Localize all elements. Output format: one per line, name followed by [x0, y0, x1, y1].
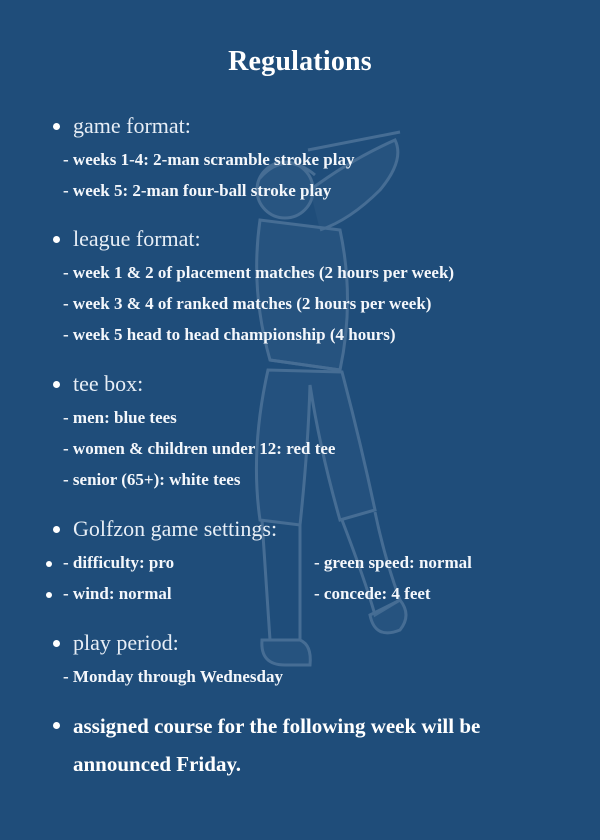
golfzon-setting-item: - difficulty: pro	[63, 553, 175, 572]
golfer-watermark-icon	[190, 120, 450, 710]
page-title: Regulations	[228, 46, 372, 77]
announcement-text: assigned course for the following week will be announced Friday.	[73, 714, 481, 776]
play-period-item: - Monday through Wednesday	[63, 667, 283, 686]
golfzon-setting-item: - green speed: normal	[314, 553, 472, 572]
bullet-icon	[53, 640, 60, 647]
bullet-icon	[46, 561, 52, 567]
game-format-item: - weeks 1-4: 2-man scramble stroke play	[63, 150, 355, 169]
league-format-item: - week 5 head to head championship (4 hours)	[63, 325, 396, 344]
tee-box-item: - men: blue tees	[63, 408, 177, 427]
tee-box-item: - senior (65+): white tees	[63, 470, 241, 489]
play-period-heading: play period:	[73, 630, 179, 655]
golfzon-setting-item: - concede: 4 feet	[314, 584, 431, 603]
tee-box-item: - women & children under 12: red tee	[63, 439, 336, 458]
league-format-item: - week 3 & 4 of ranked matches (2 hours per week)	[63, 294, 432, 313]
game-format-item: - week 5: 2-man four-ball stroke play	[63, 181, 332, 200]
bullet-icon	[53, 526, 60, 533]
bullet-icon	[46, 592, 52, 598]
bullet-icon	[53, 123, 60, 130]
bullet-icon	[53, 722, 60, 729]
golfzon-setting-item: - wind: normal	[63, 584, 172, 603]
league-format-heading: league format:	[73, 226, 201, 251]
game-format-heading: game format:	[73, 113, 191, 138]
bullet-icon	[53, 236, 60, 243]
bullet-icon	[53, 381, 60, 388]
tee-box-heading: tee box:	[73, 371, 144, 396]
league-format-item: - week 1 & 2 of placement matches (2 hours per week)	[63, 263, 455, 282]
golfzon-settings-heading: Golfzon game settings:	[73, 516, 278, 541]
